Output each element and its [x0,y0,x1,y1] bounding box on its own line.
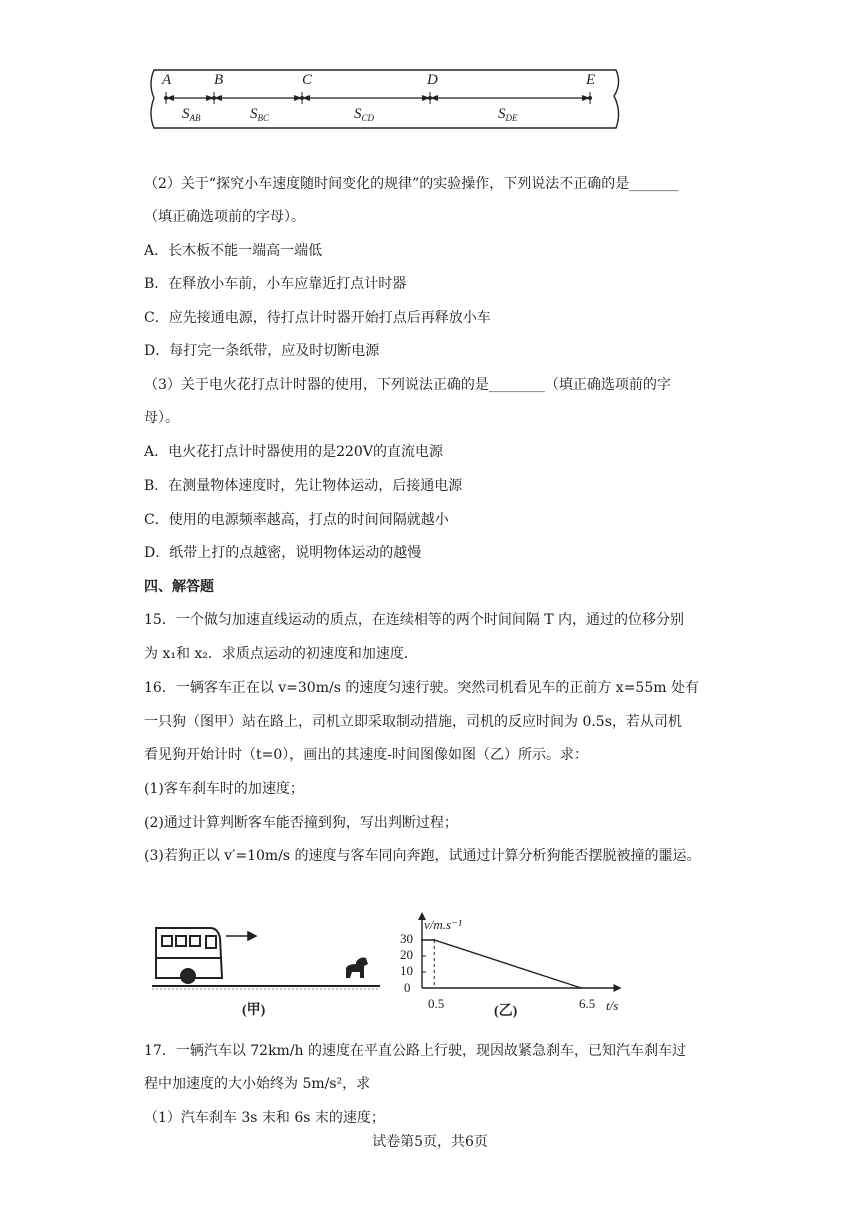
q15-line-2: 为 x₁和 x₂．求质点运动的初速度和加速度． [144,646,418,662]
chart-x-axis-arrow [614,984,622,992]
q14-3-option-b: B．在测量物体速度时，先让物体运动，后接通电源 [144,478,463,494]
page-footer: 试卷第5页，共6页 [372,1134,488,1150]
q15-line-1: 15．一个做匀加速直线运动的质点，在连续相等的两个时间间隔 T 内，通过的位移分别 [144,612,685,628]
motion-arrow-icon [226,932,256,940]
q14-2-option-b: B．在释放小车前，小车应靠近打点计时器 [144,276,407,292]
point-label-e: E [586,72,596,88]
q16-line-1: 16．一辆客车正在以 v=30m/s 的速度匀速行驶。突然司机看见车的正前方 x=55m 处有 [144,680,699,696]
chart-ylabel: v/m.s⁻¹ [424,917,462,932]
segment-s-de-sub: DE [505,113,518,123]
segment-s-ab: S [182,106,190,122]
point-label-c: C [302,72,313,88]
q16-sub-2: (2)通过计算判断客车能否撞到狗，写出判断过程； [144,815,458,831]
q16-sub-3: (3)若狗正以 v′=10m/s 的速度与客车同向奔跑，试通过计算分析狗能否摆脱被撞的噩运。 [144,848,701,864]
point-label-d: D [427,72,438,88]
figure-jia-label: (甲) [242,1003,266,1018]
q14-2-stem: （2）关于“探究小车速度随时间变化的规律”的实验操作，下列说法不正确的是_______ [144,176,679,192]
segment-s-bc: S [250,106,258,122]
q14-2-option-c: C．应先接通电源，待打点计时器开始打点后再释放小车 [144,310,491,326]
q14-3-option-c: C．使用的电源频率越高，打点的时间间隔就越小 [144,512,449,528]
q16-sub-1: (1)客车刹车时的加速度； [144,781,304,797]
svg-text:SCD [354,106,375,123]
dog-icon [346,958,368,979]
q14-3-option-a: A．电火花打点计时器使用的是220V的直流电源 [144,444,443,460]
q14-2-option-a: A．长木板不能一端高一端低 [144,243,323,259]
ticker-tape-figure [146,62,624,132]
q16-line-2: 一只狗（图甲）站在路上，司机立即采取制动措施，司机的反应时间为 0.5s，若从司机 [144,714,682,730]
figure-jia-bus-dog [152,912,382,1020]
point-label-b: B [214,72,224,88]
chart-tick-y-0: 0 [404,980,411,995]
bus-icon [156,928,222,983]
chart-data-point [433,939,435,941]
chart-tick-y-10: 10 [400,963,413,978]
figure-yi-vt-chart [384,912,644,1020]
segment-s-ab-sub: AB [189,113,201,123]
svg-text:SDE [498,106,518,123]
q14-2-stem-cont: （填正确选项前的字母）。 [144,209,305,225]
section-title: 四、解答题 [144,579,214,595]
q17-line-1: 17．一辆汽车以 72km/h 的速度在平直公路上行驶，现因故紧急刹车，已知汽车刹车过 [144,1043,687,1059]
chart-xlabel: t/s [606,998,619,1013]
segment-s-cd-sub: CD [361,113,375,123]
q17-line-2: 程中加速度的大小始终为 5m/s²，求 [144,1076,371,1092]
chart-tick-y-20: 20 [400,947,413,962]
figure-yi-label: (乙) [494,1004,518,1019]
segment-s-de: S [498,106,506,122]
segment-s-bc-sub: BC [257,113,270,123]
road-line [152,986,380,989]
chart-data-point [580,987,582,989]
svg-text:SAB [182,106,201,123]
point-label-a: A [162,72,172,88]
q14-3-option-d: D．纸带上打的点越密，说明物体运动的越慢 [144,545,422,561]
chart-series-line [422,940,581,988]
svg-text:SBC [250,106,270,123]
chart-data-point [421,939,423,941]
q14-3-stem-cont: 母）。 [144,410,179,426]
chart-tick-x-0-5: 0.5 [428,996,445,1011]
q14-2-option-d: D．每打完一条纸带，应及时切断电源 [144,343,380,359]
q14-3-stem: （3）关于电火花打点计时器的使用，下列说法正确的是________（填正确选项前的字 [144,377,671,393]
segment-s-cd: S [354,106,362,122]
q16-line-3: 看见狗开始计时（t=0），画出的其速度-时间图像如图（乙）所示。求： [144,747,588,763]
q17-sub-1: （1）汽车刹车 3s 末和 6s 末的速度； [144,1110,385,1126]
chart-tick-x-6-5: 6.5 [579,996,596,1011]
chart-tick-y-30: 30 [400,931,413,946]
